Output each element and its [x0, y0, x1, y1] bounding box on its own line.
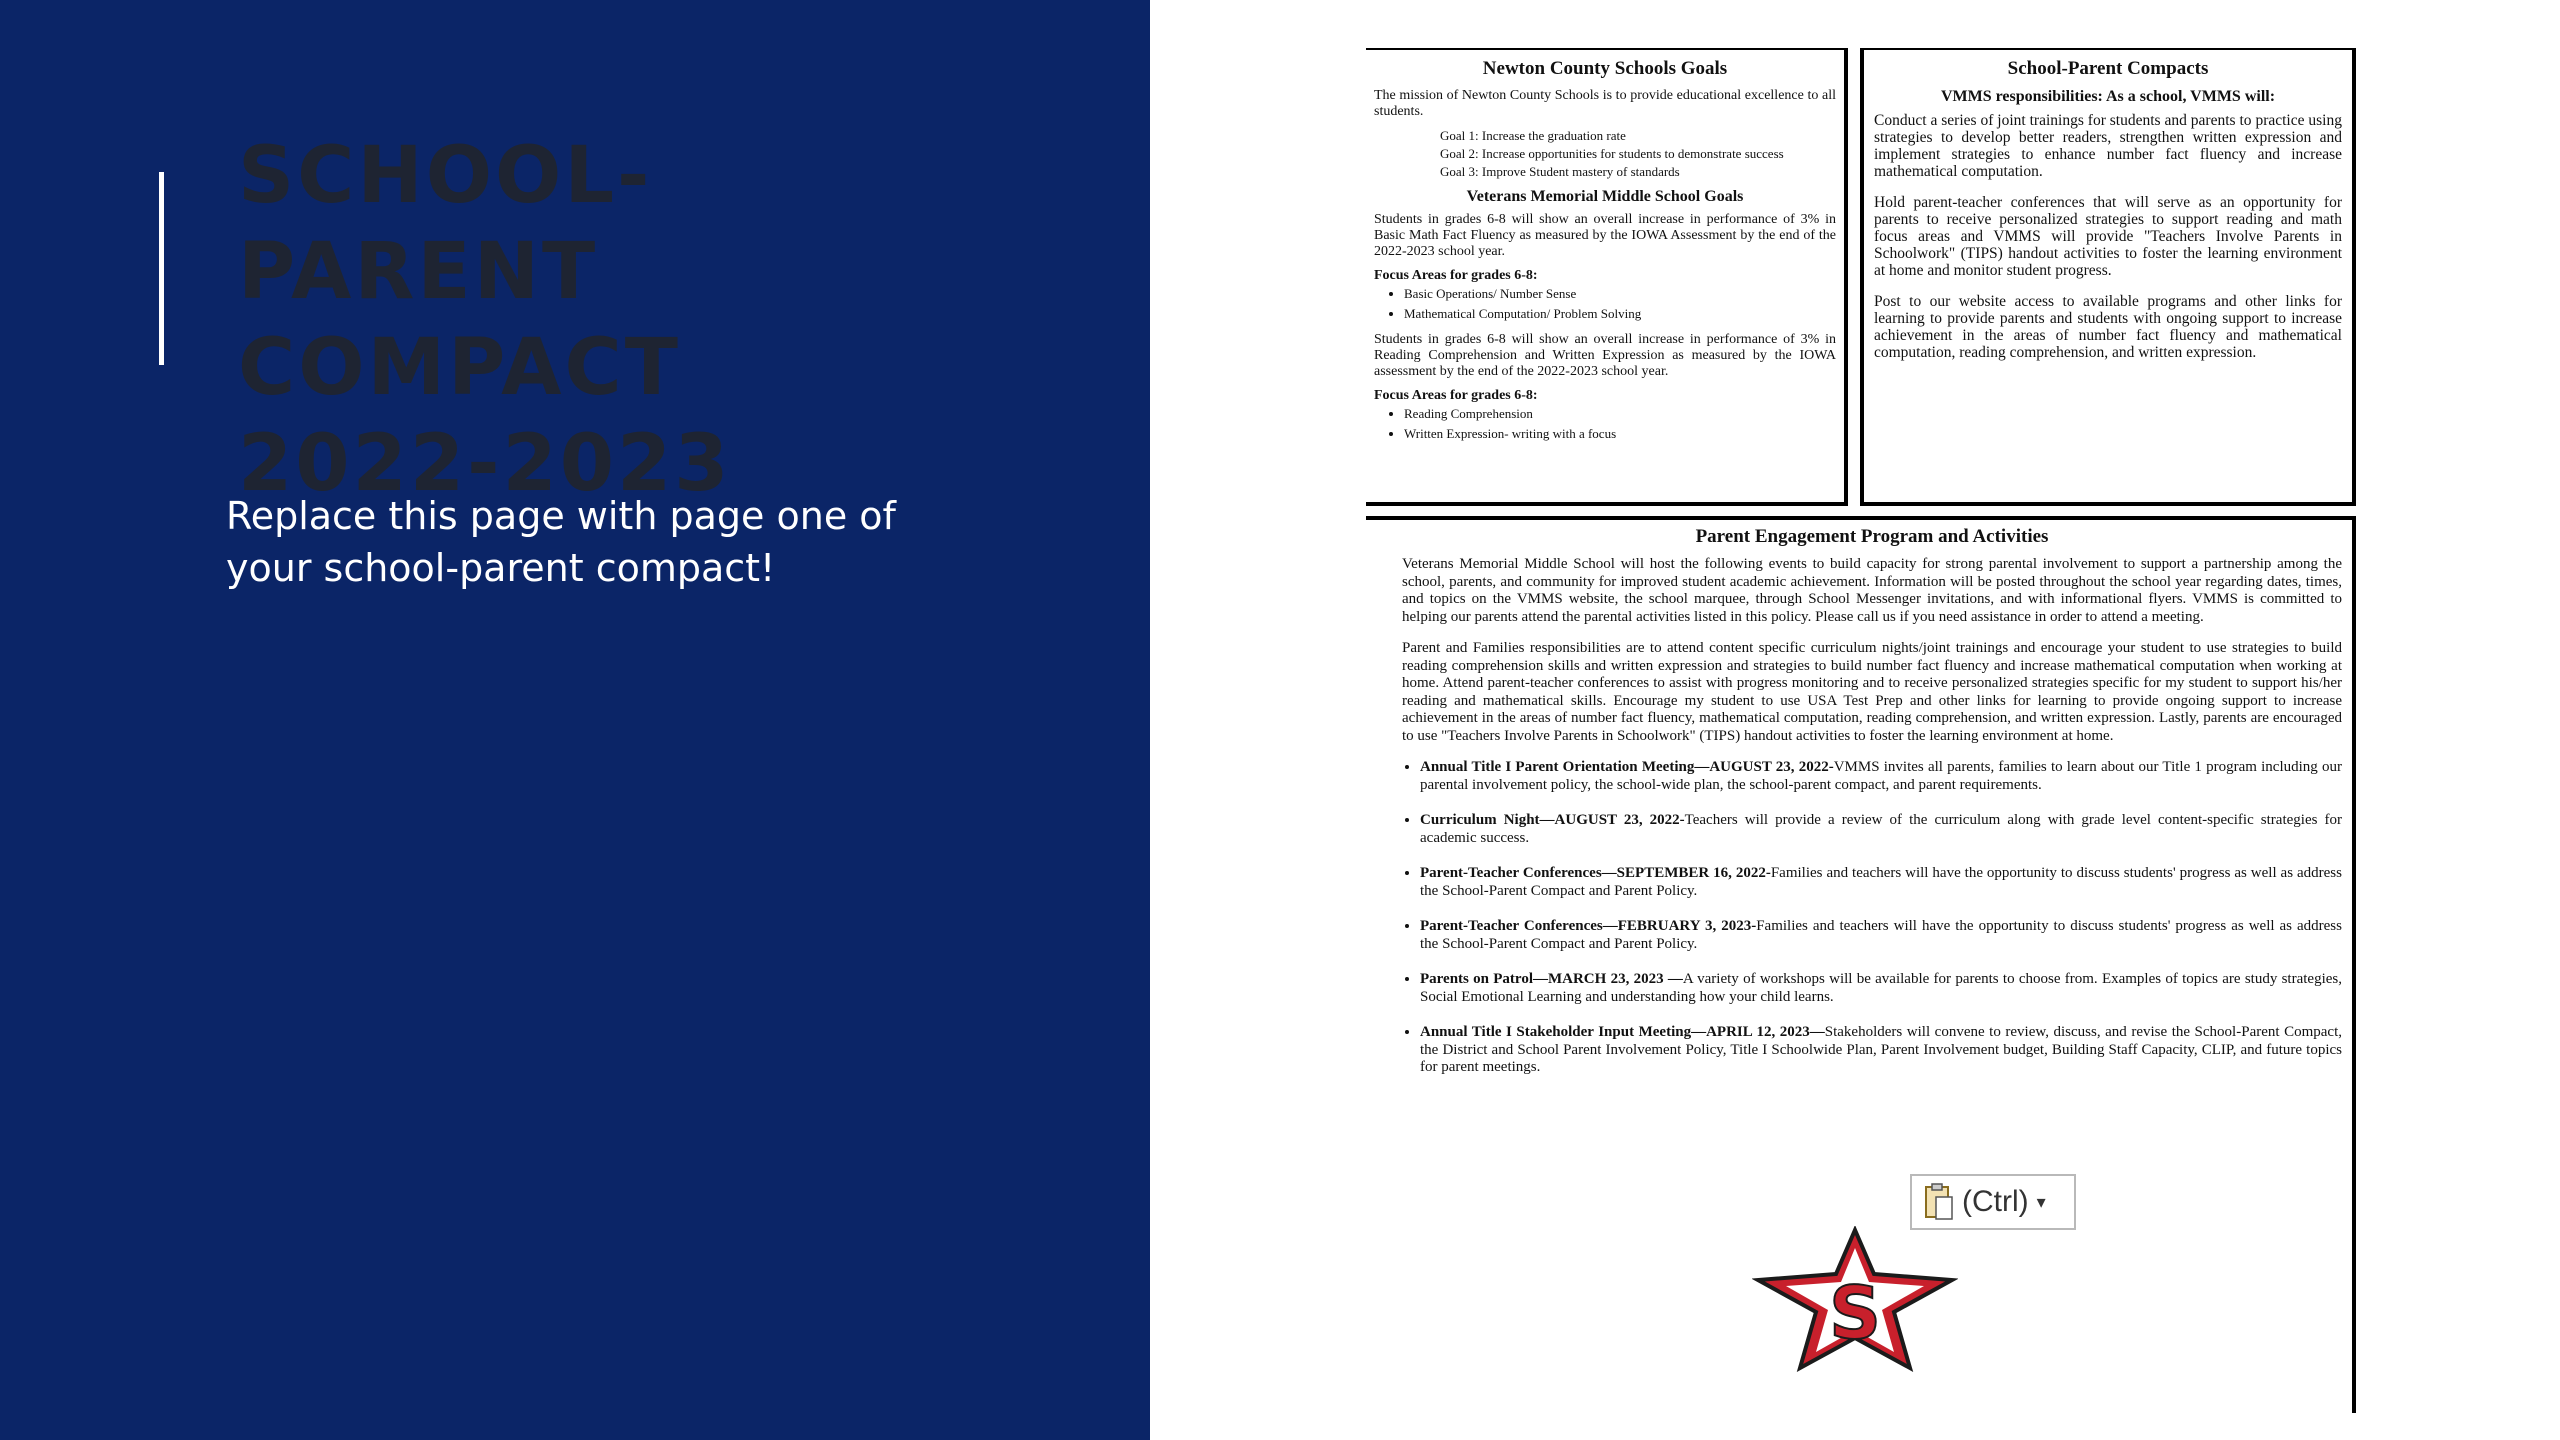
event-item	[1420, 918, 2342, 953]
list-item: • Written Expression- writing with a focus	[1404, 426, 1836, 442]
event-text: VMMS invites all parents, families to learn about our Title 1 program including our parental involvement policy, the school-wide plan, the school-parent compact, and parent requirements.	[1420, 759, 2342, 793]
event-item	[1420, 812, 2342, 847]
svg-text:S: S	[1829, 1271, 1881, 1355]
slide-title[interactable]: SCHOOL-PARENT COMPACT 2022-2023	[238, 131, 732, 509]
event-name: Parents on Patrol—MARCH 23, 2023 —	[1420, 971, 1683, 987]
focus-list-math	[1374, 286, 1836, 322]
compact-subheading: VMMS responsibilities: As a school, VMMS will:	[1940, 88, 2276, 105]
slide-left-panel	[0, 0, 1150, 1440]
goal-2: Goal 2: Increase opportunities for students to demonstrate success	[1440, 146, 1784, 161]
school-goals-heading: Veterans Memorial Middle School Goals	[1466, 188, 1744, 205]
school-star-logo	[1752, 1226, 1958, 1372]
compact-heading: School-Parent Compacts	[2007, 58, 2209, 79]
event-item	[1420, 971, 2342, 1006]
accent-bar	[159, 172, 164, 365]
goal-3: Goal 3: Improve Student mastery of standards	[1440, 164, 1680, 179]
event-name: Annual Title I Stakeholder Input Meeting—APRIL 12, 2023—	[1420, 1024, 1825, 1040]
goals-box	[1366, 48, 1848, 506]
compact-paragraph: Post to our website access to available programs and other links for learning to provide parents and students with ongoing support to increase achievement in the areas of number fact fluency and mathematical computation, reading comprehension, and written expression.	[1874, 293, 2342, 361]
mission-text: The mission of Newton County Schools is to provide educational excellence to all students.	[1374, 88, 1836, 119]
focus-label-reading: Focus Areas for grades 6-8:	[1374, 388, 1538, 403]
goals-heading: Newton County Schools Goals	[1482, 58, 1728, 79]
compact-document-image[interactable]	[1366, 48, 2356, 1413]
compact-box	[1860, 48, 2356, 506]
focus-label-math: Focus Areas for grades 6-8:	[1374, 268, 1538, 283]
event-text: A variety of workshops will be available for parents to choose from. Examples of topics are study strategies, Social Emotional Learning and understanding how your child learns.	[1420, 971, 2342, 1005]
paste-options-button[interactable]	[1910, 1174, 2076, 1230]
clipboard-icon	[1924, 1183, 1954, 1221]
event-name: Parent-Teacher Conferences—SEPTEMBER 16, 2022-	[1420, 865, 1771, 881]
math-goal: Students in grades 6-8 will show an overall increase in performance of 3% in Basic Math Fact Fluency as measured by the IOWA Assessment by the end of the 2022-2023 school year.	[1374, 212, 1836, 259]
event-name: Annual Title I Parent Orientation Meeting—AUGUST 23, 2022-	[1420, 759, 1834, 775]
list-item: • Basic Operations/ Number Sense	[1404, 286, 1836, 302]
event-item	[1420, 759, 2342, 794]
events-list	[1398, 759, 2342, 1077]
engagement-paragraph: Parent and Families responsibilities are to attend content specific curriculum nights/joint trainings and encourage your student to use strategies to build reading comprehension skills and written expression and strategies to build number fact fluency and increase mathematical computation when working at home. Attend parent-teacher conferences to assist with progress monitoring and to receive personalized strategies specific for my student to support his/her reading and mathematical skills. Encourage my student to use USA Test Prep and other links for learning to provide ongoing support to increase achievement in the areas of number fact fluency, mathematical computation, reading comprehension, and written expression. Lastly, parents are encouraged to use "Teachers Involve Parents in Schoolwork" (TIPS) handout activities to foster the learning environment at home.	[1402, 640, 2342, 744]
event-item	[1420, 865, 2342, 900]
slide-subtitle[interactable]: Replace this page with page one of your school-parent compact!	[226, 494, 896, 590]
goal-1: Goal 1: Increase the graduation rate	[1440, 128, 1626, 143]
engagement-paragraph: Veterans Memorial Middle School will host the following events to build capacity for strong parental involvement to support a partnership among the school, parents, and community for improved student academic achievement. Information will be posted throughout the school year regarding dates, times, and topics on the VMMS website, the school marquee, through School Messenger invitations, and with informational flyers. VMMS is committed to helping our parents attend the parental activities listed in this policy. Please call us if you need assistance in order to attend a meeting.	[1402, 556, 2342, 625]
event-name: Parent-Teacher Conferences—FEBRUARY 3, 2023-	[1420, 918, 1757, 934]
event-text: Teachers will provide a review of the curriculum along with grade level content-specific strategies for academic success.	[1420, 812, 2342, 846]
chevron-down-icon: ▾	[2036, 1191, 2046, 1212]
event-text: Families and teachers will have the opportunity to discuss students' progress as well as address the School-Parent Compact and Parent Policy.	[1420, 865, 2342, 899]
compact-paragraph: Hold parent-teacher conferences that will serve as an opportunity for parents to receive personalized strategies to support reading and math focus areas and VMMS will provide "Teachers Involve Parents in Schoolwork" (TIPS) handout activities to foster the learning environment at home and monitor student progress.	[1874, 194, 2342, 279]
list-item: • Reading Comprehension	[1404, 406, 1836, 422]
reading-goal: Students in grades 6-8 will show an overall increase in performance of 3% in Reading Comprehension and Written Expression as measured by the IOWA assessment by the end of the 2022-2023 school year.	[1374, 332, 1836, 379]
engagement-heading: Parent Engagement Program and Activities	[1695, 526, 2049, 547]
paste-options-label: (Ctrl)	[1962, 1185, 2029, 1218]
event-text: Families and teachers will have the opportunity to discuss students' progress as well as address the School-Parent Compact and Parent Policy.	[1420, 918, 2342, 952]
focus-list-reading	[1374, 406, 1836, 442]
compact-paragraph: Conduct a series of joint trainings for students and parents to practice using strategies to develop better readers, strengthen written expression and implement strategies to enhance number fact fluency and increase mathematical computation.	[1874, 112, 2342, 180]
event-text: Stakeholders will convene to review, discuss, and revise the School-Parent Compact, the District and School Parent Involvement Policy, Title I Schoolwide Plan, Parent Involvement budget, Building Staff Capacity, CLIP, and future topics for parent meetings.	[1420, 1024, 2342, 1075]
event-name: Curriculum Night—AUGUST 23, 2022-	[1420, 812, 1685, 828]
list-item: • Mathematical Computation/ Problem Solving	[1404, 306, 1836, 322]
event-item	[1420, 1024, 2342, 1077]
